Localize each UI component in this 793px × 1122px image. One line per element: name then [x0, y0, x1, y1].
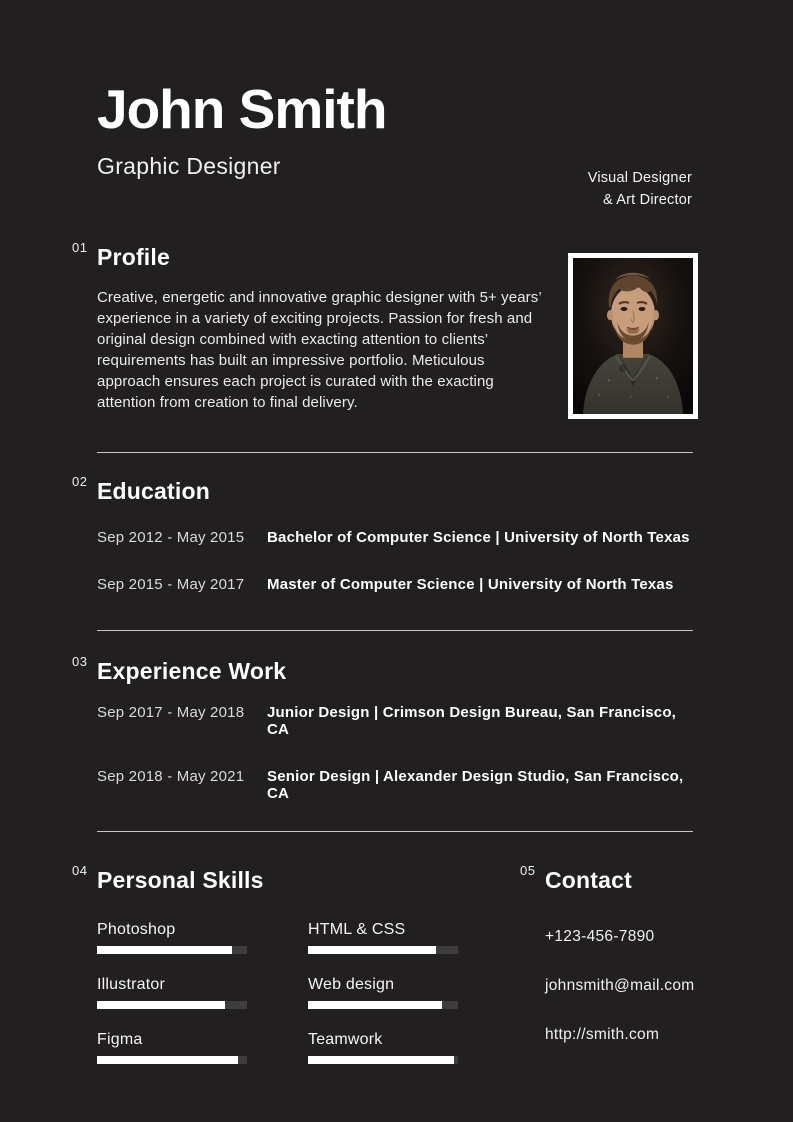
education-detail: Master of Computer Science | University of North Texas [267, 575, 674, 593]
section-number: 02 [72, 473, 88, 489]
tagline-line1: Visual Designer [587, 170, 692, 186]
section-title: Personal Skills [97, 866, 264, 893]
skill-bar-fill [97, 1001, 225, 1009]
section-number: 05 [520, 862, 536, 878]
bottom-columns [72, 862, 695, 1075]
profile-photo [568, 253, 698, 419]
skill-label: Photoshop [97, 920, 176, 938]
skill-item [97, 921, 247, 954]
section-title: Contact [545, 866, 633, 893]
section-heading-experience [72, 653, 287, 685]
section-divider [97, 452, 693, 453]
section-title: Experience Work [97, 657, 287, 684]
contact-website: http://smith.com [545, 1025, 660, 1043]
education-dates: Sep 2015 - May 2017 [97, 575, 245, 593]
education-row [97, 576, 693, 593]
skill-bar-track [97, 1001, 247, 1009]
person-name: John Smith [97, 78, 387, 140]
skill-bar-fill [308, 1001, 442, 1009]
skill-bar-track [97, 1056, 247, 1064]
skill-bar-track [308, 1001, 458, 1009]
section-heading-skills [72, 862, 264, 894]
skills-column [72, 862, 545, 1075]
skill-bar-fill [308, 946, 436, 954]
skill-label: Teamwork [308, 1030, 383, 1048]
skill-label: HTML & CSS [308, 920, 406, 938]
tagline-line2: & Art Director [602, 191, 692, 208]
skill-bar-fill [97, 1056, 238, 1064]
experience-row [97, 704, 693, 738]
skill-item [308, 921, 458, 954]
skill-item [308, 976, 458, 1009]
education-row [97, 529, 693, 546]
experience-dates: Sep 2018 - May 2021 [97, 767, 245, 785]
section-divider [97, 831, 693, 832]
skills-grid [97, 921, 545, 1064]
experience-detail: Junior Design | Crimson Design Bureau, San Francisco, CA [267, 703, 677, 738]
experience-row [97, 768, 693, 802]
skill-label: Illustrator [97, 975, 165, 993]
section-number: 04 [72, 862, 88, 878]
skill-item [97, 1031, 247, 1064]
contact-phone: +123-456-7890 [545, 927, 655, 945]
section-heading-education [72, 473, 210, 505]
tagline [588, 168, 692, 211]
education-detail: Bachelor of Computer Science | University of North Texas [267, 528, 690, 546]
person-job-title: Graphic Designer [97, 153, 281, 180]
education-dates: Sep 2012 - May 2015 [97, 528, 245, 546]
experience-detail: Senior Design | Alexander Design Studio, San Francisco, CA [267, 767, 684, 802]
section-title: Profile [97, 244, 170, 271]
contact-column [520, 862, 695, 1075]
section-number: 03 [72, 653, 88, 669]
skill-bar-track [308, 1056, 458, 1064]
skill-bar-fill [308, 1056, 454, 1064]
skill-bar-track [308, 946, 458, 954]
skill-item [97, 976, 247, 1009]
contact-list [545, 928, 693, 1044]
section-heading-contact [520, 862, 633, 894]
portrait-illustration [573, 258, 693, 414]
skill-bar-fill [97, 946, 232, 954]
profile-summary-text: Creative, energetic and innovative graphic designer with 5+ years’ experience in a variety of exciting projects. Passion for fresh and original design combined with exacting attention to clients’ requirements has built an impressive portfolio. Meticulous approach ensures each project is curated with the exacting attention from creation to final delivery. [97, 289, 542, 411]
skill-label: Web design [308, 975, 395, 993]
section-heading-profile [72, 240, 170, 271]
section-number: 01 [72, 240, 88, 256]
skill-bar-track [97, 946, 247, 954]
section-divider [97, 630, 693, 631]
experience-dates: Sep 2017 - May 2018 [97, 703, 245, 721]
skill-item [308, 1031, 458, 1064]
skill-label: Figma [97, 1030, 143, 1048]
section-title: Education [97, 477, 210, 504]
contact-email: johnsmith@mail.com [545, 976, 695, 994]
